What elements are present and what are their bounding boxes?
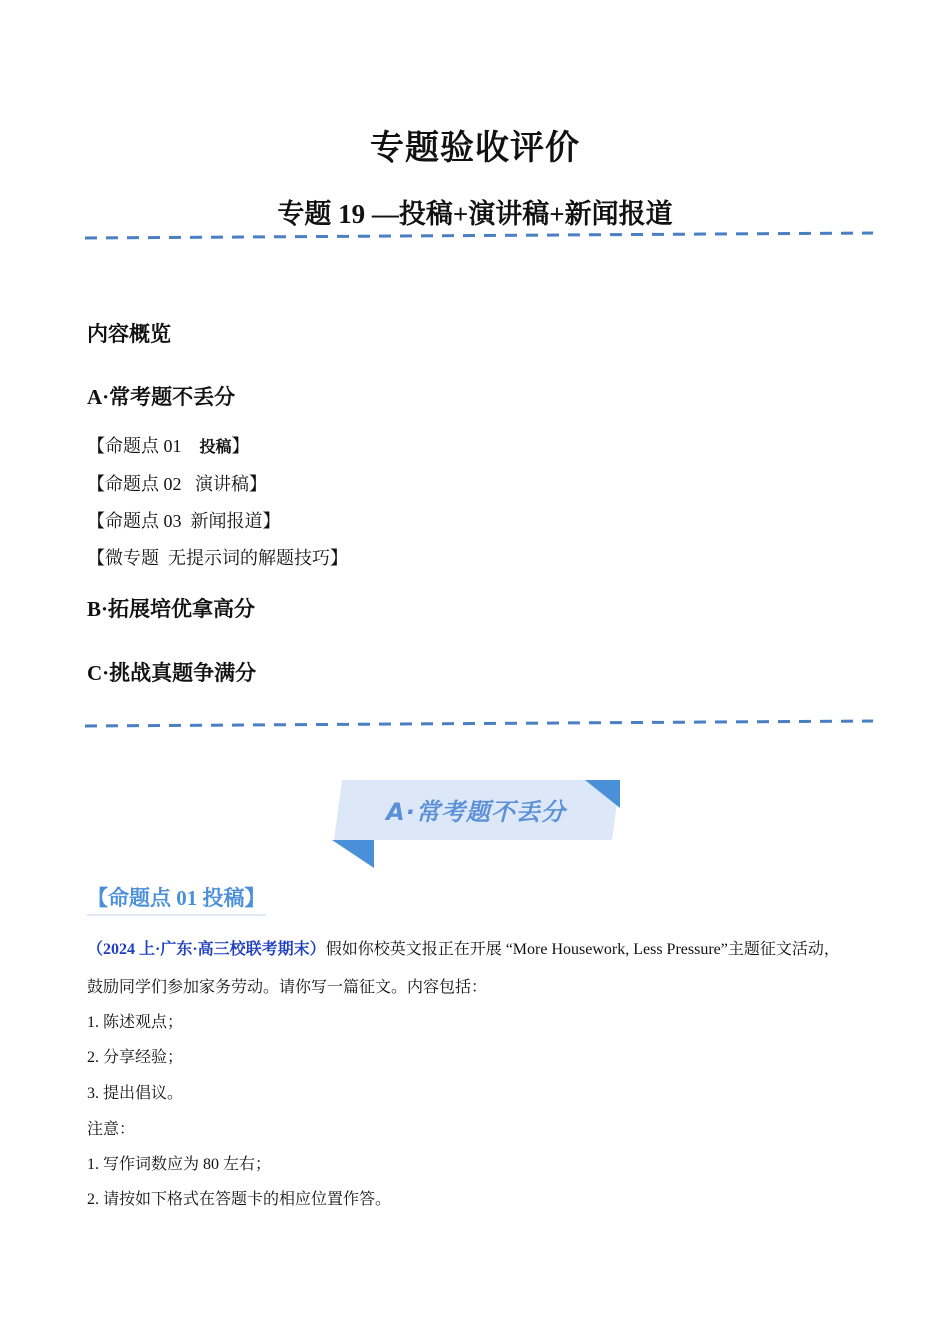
page-title: 专题验收评价 <box>370 130 580 167</box>
question-line: 鼓励同学们参加家务劳动。请你写一篇征文。内容包括： <box>87 979 488 996</box>
requirement-item: 1. 陈述观点； <box>87 1014 184 1031</box>
toc-item: 【命题点 02 演讲稿】 <box>87 474 267 494</box>
banner-label: A·常考题不丢分 <box>386 798 566 826</box>
toc-item: 【命题点 01 投稿】 <box>87 436 250 456</box>
overview-heading: 内容概览 <box>87 322 171 346</box>
requirement-item: 3. 提出倡议。 <box>87 1085 184 1102</box>
section-a-heading: A·常考题不丢分 <box>87 385 236 409</box>
section-c-heading: C·挑战真题争满分 <box>87 661 257 685</box>
question-intro: （2024 上·广东·高三校联考期末）假如你校英文报正在开展 “More Housework, Less Pressure”主题征文活动， <box>87 941 840 958</box>
bottom-divider <box>85 716 875 730</box>
notice-item: 1. 写作词数应为 80 左右； <box>87 1156 272 1173</box>
section-b-heading: B·拓展培优拿高分 <box>87 597 256 621</box>
requirement-item: 2. 分享经验； <box>87 1049 184 1066</box>
top-divider <box>85 228 875 242</box>
notice-item: 2. 请按如下格式在答题卡的相应位置作答。 <box>87 1191 392 1208</box>
notice-label: 注意： <box>87 1121 136 1138</box>
section-a-banner <box>330 778 622 870</box>
page-subtitle: 专题 19 ––投稿+演讲稿+新闻报道 <box>277 199 673 229</box>
question-source: （2024 上·广东·高三校联考期末） <box>87 941 326 958</box>
toc-item: 【微专题 无提示词的解题技巧】 <box>87 548 348 568</box>
point-title: 【命题点 01 投稿】 <box>87 882 266 916</box>
toc-item: 【命题点 03 新闻报道】 <box>87 511 281 531</box>
